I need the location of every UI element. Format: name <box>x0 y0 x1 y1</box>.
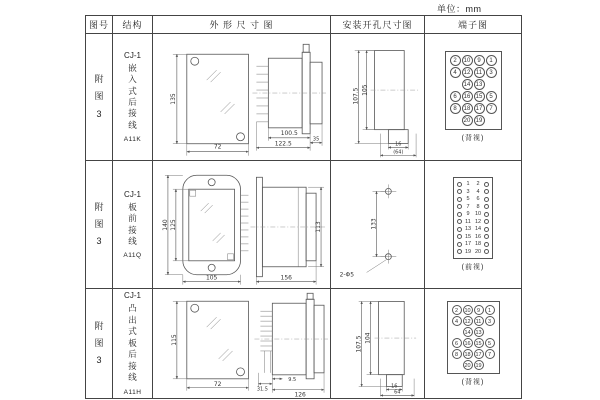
terminal-ring <box>457 219 462 224</box>
dim-label: 72 <box>213 380 222 388</box>
fig-no-text: 附图3 <box>94 74 104 119</box>
terminal-spacer <box>486 115 497 126</box>
terminal-number: 16 <box>462 91 473 102</box>
row2-install-drawing <box>331 161 425 289</box>
terminal-ring <box>484 197 489 202</box>
model-label: CJ-1 <box>124 50 141 60</box>
terminal-number: 4 <box>452 316 462 326</box>
fig-no-text: 附图3 <box>94 320 104 366</box>
terminal-grid <box>447 301 500 374</box>
terminal-number: 14 <box>462 79 473 90</box>
terminal-number: 16 <box>463 338 473 348</box>
terminal-number: 6 <box>452 338 462 348</box>
terminal-ring <box>457 212 462 217</box>
terminal-number: 18 <box>462 103 473 114</box>
terminal-number: 12 <box>463 316 473 326</box>
row1-structure <box>113 34 153 161</box>
terminal-caption: (前视) <box>461 263 485 271</box>
row3-terminal-diagram <box>425 289 521 398</box>
dim-label: 140 <box>161 218 169 231</box>
terminal-number: 18 <box>474 241 482 248</box>
terminal-number: 15 <box>464 233 472 240</box>
terminal-ring <box>457 197 462 202</box>
row1-outline-drawing <box>153 34 331 161</box>
terminal-number: 14 <box>474 226 482 233</box>
outline-drawing-a11q <box>153 161 330 289</box>
terminal-number: 19 <box>474 115 485 126</box>
terminal-number: 11 <box>474 316 484 326</box>
unit-label: 单位：mm <box>437 4 482 14</box>
dim-label: 107.5 <box>352 87 360 105</box>
terminal-number: 7 <box>466 203 470 210</box>
dim-label: 105 <box>361 83 369 96</box>
terminal-ring <box>484 234 489 239</box>
row1-install-drawing <box>331 34 425 161</box>
row3-fig-no <box>86 289 113 398</box>
install-drawing-a11h <box>331 289 424 398</box>
terminal-number: 8 <box>452 349 462 359</box>
terminal-spacer <box>485 327 495 337</box>
header-fig-no: 图号 <box>86 16 113 34</box>
terminal-number: 3 <box>485 316 495 326</box>
dim-label: 135 <box>169 92 177 105</box>
terminal-number: 9 <box>474 305 484 315</box>
header-install-holes: 安装开孔尺寸图 <box>331 16 425 34</box>
terminal-ring <box>484 249 489 254</box>
dim-label: 126 <box>294 391 306 398</box>
terminal-ring <box>484 227 489 232</box>
terminal-number: 15 <box>474 338 484 348</box>
fig-no-text: 附图3 <box>94 201 104 247</box>
terminal-caption: (背视) <box>461 135 485 142</box>
terminal-number: 5 <box>485 338 495 348</box>
terminal-number: 13 <box>474 327 484 337</box>
terminal-number: 7 <box>486 103 497 114</box>
terminal-number: 5 <box>486 91 497 102</box>
outline-drawing-a11h <box>153 289 330 398</box>
structure-desc: 板前接线 <box>128 201 137 246</box>
terminal-spacer <box>486 79 497 90</box>
terminal-number: 11 <box>465 218 471 225</box>
terminal-ring <box>457 204 462 209</box>
row1-fig-no <box>86 34 113 161</box>
terminal-spacer <box>450 115 461 126</box>
terminal-number: 10 <box>462 55 473 66</box>
terminal-ring <box>484 242 489 247</box>
model-label: CJ-1 <box>124 189 141 199</box>
dim-label: 9.5 <box>288 376 297 383</box>
type-code: A11K <box>123 136 142 144</box>
dim-label: 113 <box>315 220 323 233</box>
row3-install-drawing <box>331 289 425 398</box>
header-terminal-diagram: 端子图 <box>425 16 521 34</box>
terminal-number: 17 <box>474 349 484 359</box>
terminal-number: 2 <box>476 181 480 188</box>
terminal-number: 16 <box>474 233 482 240</box>
structure-desc: 凸出式板后接线 <box>128 303 137 383</box>
row3-outline-drawing <box>153 289 331 398</box>
dim-label: 107.5 <box>355 335 363 353</box>
install-drawing-a11q <box>331 161 424 289</box>
terminal-number: 6 <box>450 91 461 102</box>
terminal-ring <box>457 249 462 254</box>
terminal-number: 20 <box>474 248 482 255</box>
terminal-number: 19 <box>464 248 472 255</box>
header-structure: 结构 <box>113 16 153 34</box>
dim-label: 31.5 <box>256 386 268 393</box>
row2-outline-drawing <box>153 161 331 289</box>
model-label: CJ-1 <box>124 291 141 301</box>
dim-label: 133 <box>370 217 378 230</box>
row3-structure <box>113 289 153 398</box>
terminal-number: 15 <box>474 91 485 102</box>
dim-label: 35 <box>312 136 320 143</box>
terminal-number: 5 <box>466 196 470 203</box>
dim-label: 125 <box>169 218 177 231</box>
terminal-ring <box>457 242 462 247</box>
terminal-spacer <box>485 360 495 370</box>
spec-table <box>85 15 522 399</box>
install-drawing-a11k <box>331 34 424 161</box>
terminal-ring <box>457 182 462 187</box>
terminal-ring <box>484 219 489 224</box>
dim-label: 105 <box>205 274 218 282</box>
hole-label: 2-Φ5 <box>339 270 355 278</box>
dim-label: 16 <box>395 140 402 147</box>
terminal-number: 9 <box>466 211 470 218</box>
terminal-number: 3 <box>466 188 470 195</box>
terminal-ring <box>457 227 462 232</box>
terminal-ring <box>457 189 462 194</box>
terminal-number: 8 <box>450 103 461 114</box>
dim-label: 72 <box>213 143 222 151</box>
terminal-number: 13 <box>464 226 472 233</box>
type-code: A11H <box>123 388 142 396</box>
dim-label: 100.5 <box>280 129 298 137</box>
terminal-number: 14 <box>463 327 473 337</box>
dim-label: 64 <box>394 389 401 396</box>
terminal-ring <box>484 204 489 209</box>
dim-label: 156 <box>280 274 292 282</box>
terminal-ring <box>484 182 489 187</box>
dim-label: 16 <box>391 383 398 390</box>
terminal-number: 8 <box>476 203 480 210</box>
structure-desc: 嵌入式后接线 <box>128 62 137 130</box>
header-outline-dims: 外 形 尺 寸 图 <box>153 16 331 34</box>
dim-label: 104 <box>364 332 372 344</box>
dim-label: 122.5 <box>274 140 292 148</box>
terminal-number: 10 <box>463 305 473 315</box>
row2-structure <box>113 161 153 289</box>
terminal-number: 18 <box>463 349 473 359</box>
terminal-number: 1 <box>485 305 495 315</box>
terminal-number: 17 <box>464 241 472 248</box>
dim-label: (64) <box>393 148 404 155</box>
terminal-number: 1 <box>486 55 497 66</box>
terminal-number: 2 <box>450 55 461 66</box>
terminal-number: 4 <box>450 67 461 78</box>
terminal-number: 9 <box>474 55 485 66</box>
terminal-number: 17 <box>474 103 485 114</box>
terminal-number: 6 <box>476 196 480 203</box>
terminal-number: 12 <box>462 67 473 78</box>
terminal-ring <box>484 189 489 194</box>
dim-label: 115 <box>170 334 178 346</box>
terminal-number: 19 <box>474 360 484 370</box>
row1-terminal-diagram <box>425 34 521 161</box>
outline-drawing-a11k <box>153 34 330 161</box>
terminal-number: 7 <box>485 349 495 359</box>
terminal-number: 20 <box>463 360 473 370</box>
terminal-number: 2 <box>452 305 462 315</box>
terminal-number: 12 <box>474 218 482 225</box>
type-code: A11Q <box>123 252 142 260</box>
terminal-grid <box>445 51 502 130</box>
terminal-ring <box>484 212 489 217</box>
terminal-number: 10 <box>474 211 482 218</box>
row2-terminal-diagram <box>425 161 521 289</box>
terminal-number: 13 <box>474 79 485 90</box>
terminal-spacer <box>450 79 461 90</box>
terminal-number: 20 <box>462 115 473 126</box>
terminal-spacer <box>452 327 462 337</box>
terminal-number: 3 <box>486 67 497 78</box>
terminal-caption: (背视) <box>461 378 485 386</box>
row2-fig-no <box>86 161 113 289</box>
terminal-number: 11 <box>474 67 485 78</box>
terminal-number: 4 <box>476 188 480 195</box>
terminal-strip <box>453 177 493 259</box>
terminal-number: 1 <box>466 181 470 188</box>
terminal-spacer <box>452 360 462 370</box>
terminal-ring <box>457 234 462 239</box>
